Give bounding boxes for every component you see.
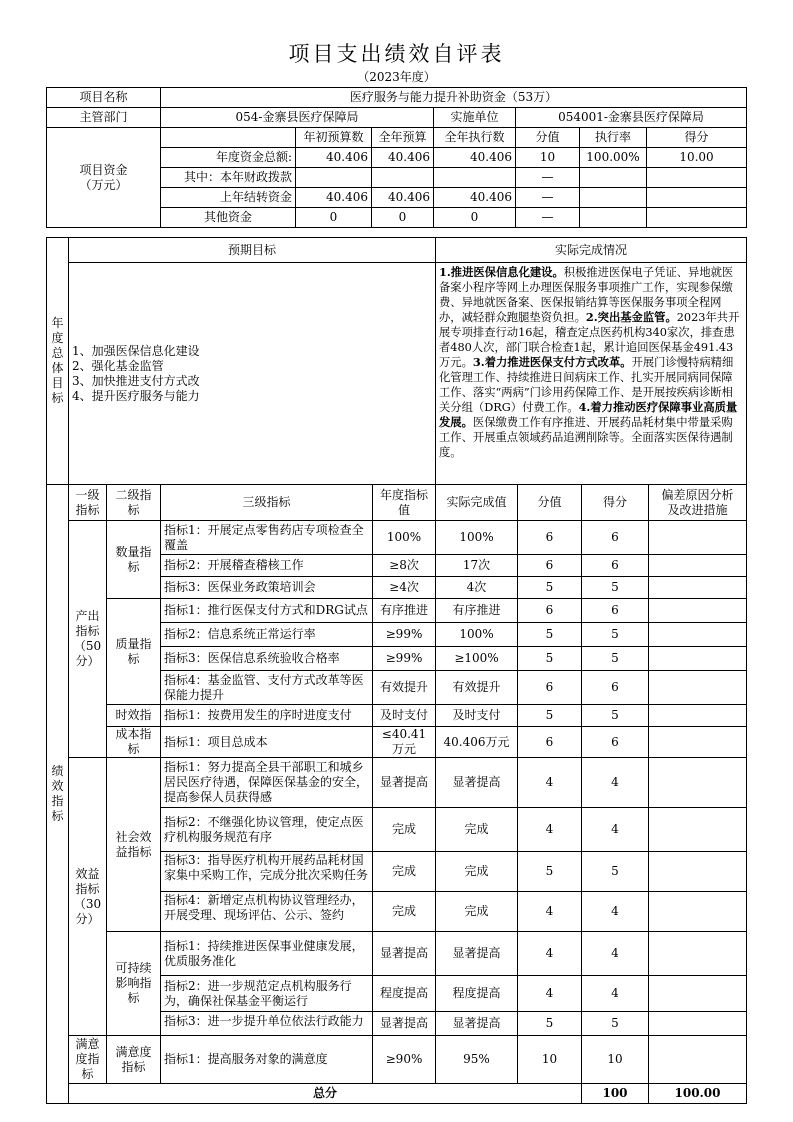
goals-table (46, 237, 747, 485)
funds-row: 其中：本年财政拨款 — (47, 168, 747, 188)
perf-header-l1: 一级 指标 (69, 485, 107, 521)
table-row: 可持续 影响指 标 指标1：持续推进医保事业健康发展，优质服务准化 显著提高 显著提高 4 4 (47, 932, 747, 976)
table-row: 指标3：进一步提升单位依法行政能力 显著提高 显著提高 5 5 (47, 1012, 747, 1036)
perf-header-got: 得分 (582, 485, 649, 521)
perf-header-score: 分值 (518, 485, 582, 521)
l1-satisfaction: 满意 度指 标 (69, 1036, 107, 1084)
table-row: 指标3：医保信息系统验收合格率 ≥99% ≥100% 5 5 (47, 647, 747, 671)
actual-result-text: 1.推进医保信息化建设。积极推进医保电子凭证、异地就医备案小程序等网上办理医保服务事项推广工作，实现参保缴费、异地就医备案、医保报销结算等医保服务事项全程网办，减轻群众跑腿垫资负担。2.突出基金监管。2023年共开展专项排查行动16起，稽查定点医药机构340家次，排查患者480人次，部门联合检查1起，累计追回医保基金491.43万元。3.着力推进医保支付方式改革。开展门诊慢特病精细化管理工作、持续推进日间病床工作、扎实开展同病同保障工作、落实“两病”门诊用药保障工作、是开展按疾病诊断相关分组（DRG）付费工作。4.着力推动医疗保障事业高质量发展。医保缴费工作有序推进、开展药品耗材集中带量采购工作、开展重点领域药品追溯削除等。全面落实医保待遇制度。 (436, 263, 747, 485)
table-row: 指标4：基金监管、支付方式改革等医保能力提升 有效提升 有效提升 6 6 (47, 671, 747, 705)
funds-header-rate: 执行率 (580, 128, 647, 148)
table-row: 产出 指标 （50 分） 数量指 标 指标1：开展定点零售药店专项检查全覆盖 100% 100% 6 6 (47, 521, 747, 555)
l2-sustain: 可持续 影响指 标 (107, 932, 161, 1036)
l2-social: 社会效 益指标 (107, 758, 161, 932)
table-row: 指标2：开展稽查稽核工作 ≥8次 17次 6 6 (47, 555, 747, 577)
dept-value: 054-金寨县医疗保障局 (161, 108, 434, 128)
funds-header-got: 得分 (647, 128, 747, 148)
table-row: 质量指 标 指标1：推行医保支付方式和DRG试点 有序推进 有序推进 6 6 (47, 599, 747, 623)
total-label: 总分 (69, 1084, 582, 1104)
l1-benefit: 效益 指标 （30 分） (69, 758, 107, 1036)
l1-output: 产出 指标 （50 分） (69, 521, 107, 758)
l2-quantity: 数量指 标 (107, 521, 161, 599)
funds-header-blank (161, 128, 296, 148)
funds-table (46, 87, 747, 228)
l2-time: 时效指 (107, 705, 161, 727)
total-row (47, 1084, 747, 1104)
report-year: （2023年度） (357, 70, 436, 84)
project-name-label: 项目名称 (47, 88, 161, 108)
table-row: 指标2：信息系统正常运行率 ≥99% 100% 5 5 (47, 623, 747, 647)
total-got: 100.00 (649, 1084, 747, 1104)
expected-goal-text: 1、加强医保信息化建设 2、强化基金监管 3、加快推进支付方式改 4、提升医疗服务与能力 (69, 263, 436, 485)
funds-row: 上年结转资金 40.406 40.406 40.406 — (47, 188, 747, 208)
goals-side-label: 年 度 总 体 目 标 (47, 238, 69, 485)
total-score: 100 (582, 1084, 649, 1104)
perf-header-l2: 二级指 标 (107, 485, 161, 521)
page-title: 项目支出绩效自评表 (288, 42, 505, 66)
l2-quality: 质量指 标 (107, 599, 161, 705)
impl-unit-label: 实施单位 (434, 108, 516, 128)
perf-header-note: 偏差原因分析 及改进措施 (649, 485, 747, 521)
table-row: 指标2：进一步规范定点机构服务行为，确保社保基金平衡运行 程度提高 程度提高 4 4 (47, 976, 747, 1012)
perf-header-l3: 三级指标 (161, 485, 373, 521)
funds-header-score: 分值 (516, 128, 580, 148)
performance-table (46, 484, 747, 1104)
funds-row: 其他资金 0 0 0 — (47, 208, 747, 228)
l2-cost: 成本指 标 (107, 727, 161, 758)
perf-side-label: 绩 效 指 标 (47, 485, 69, 1104)
table-row: 成本指 标 指标1：项目总成本 ≤40.41万元 40.406万元 6 6 (47, 727, 747, 758)
funds-label: 项目资金 （万元） (47, 128, 161, 228)
table-row: 指标2：不继强化协议管理，使定点医疗机构服务规范有序 完成 完成 4 4 (47, 808, 747, 852)
actual-result-header: 实际完成情况 (436, 238, 747, 263)
funds-header-annual: 全年预算 (372, 128, 434, 148)
l2-satisfaction: 满意度 指标 (107, 1036, 161, 1084)
funds-header-executed: 全年执行数 (434, 128, 516, 148)
expected-goal-header: 预期目标 (69, 238, 436, 263)
table-row: 满意 度指 标 满意度 指标 指标1：提高服务对象的满意度 ≥90% 95% 10 10 (47, 1036, 747, 1084)
impl-unit-value: 054001-金寨县医疗保障局 (516, 108, 747, 128)
funds-header-initial: 年初预算数 (296, 128, 372, 148)
table-row: 效益 指标 （30 分） 社会效 益指标 指标1：努力提高全县干部职工和城乡居民医疗待遇，保障医保基金的安全，提高参保人员获得感 显著提高 显著提高 4 4 (47, 758, 747, 808)
table-row: 时效指 指标1：按费用发生的序时进度支付 及时支付 及时支付 5 5 (47, 705, 747, 727)
perf-header-target: 年度指标 值 (373, 485, 436, 521)
perf-header-actual: 实际完成值 (436, 485, 518, 521)
table-row: 指标3：指导医疗机构开展药品耗材国家集中采购工作，完成分批次采购任务 完成 完成 5 5 (47, 852, 747, 892)
dept-label: 主管部门 (47, 108, 161, 128)
project-name-value: 医疗服务与能力提升补助资金（53万） (161, 88, 747, 108)
funds-row: 年度资金总额: 40.406 40.406 40.406 10 100.00% 10.00 (47, 148, 747, 168)
table-row: 指标3：医保业务政策培训会 ≥4次 4次 5 5 (47, 577, 747, 599)
table-row: 指标4：新增定点机构协议管理经办，开展受理、现场评估、公示、签约 完成 完成 4 4 (47, 892, 747, 932)
